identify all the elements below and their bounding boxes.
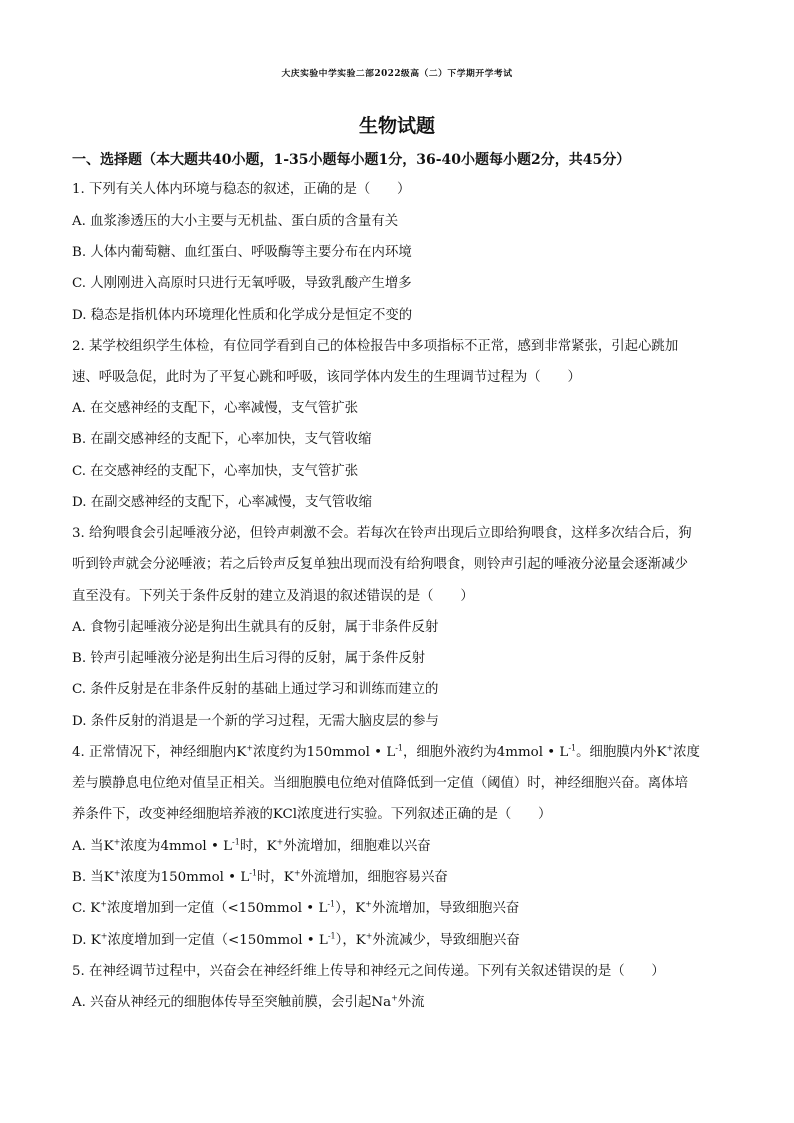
section-heading: 一、选择题（本大题共40小题，1-35小题每小题1分，36-40小题每小题2分，共45分） — [72, 152, 631, 168]
q2-option-d: D. 在副交感神经的支配下，心率减慢，支气管收缩 — [72, 495, 372, 510]
q1-option-a: A. 血浆渗透压的大小主要与无机盐、蛋白质的含量有关 — [72, 214, 399, 229]
q3-option-c: C. 条件反射是在非条件反射的基础上通过学习和训练而建立的 — [72, 682, 439, 697]
q1-stem: 1. 下列有关人体内环境与稳态的叙述，正确的是（ ） — [72, 182, 411, 197]
q3-stem-line2: 听到铃声就会分泌唾液；若之后铃声反复单独出现而没有给狗喂食，则铃声引起的唾液分泌量会逐渐减少 — [72, 557, 688, 572]
q4-stem-line3: 养条件下，改变神经细胞培养液的KCl浓度进行实验。下列叙述正确的是（ ） — [72, 807, 552, 822]
q4-stem-line2: 差与膜静息电位绝对值呈正相关。当细胞膜电位绝对值降低到一定值（阈值）时，神经细胞兴奋。离体培 — [72, 776, 688, 791]
q5-option-a: A. 兴奋从神经元的细胞体传导至突触前膜，会引起Na+外流 — [72, 993, 425, 1010]
q1-option-d: D. 稳态是指机体内环境理化性质和化学成分是恒定不变的 — [72, 308, 413, 323]
q2-stem-line1: 2. 某学校组织学生体检，有位同学看到自己的体检报告中多项指标不正常，感到非常紧张，引起心跳加 — [72, 339, 679, 354]
q3-stem-line1: 3. 给狗喂食会引起唾液分泌，但铃声刺激不会。若每次在铃声出现后立即给狗喂食，这样多次结合后，狗 — [72, 526, 692, 541]
exam-title: 大庆实验中学实验二部2022级高（二）下学期开学考试 — [281, 69, 513, 79]
q3-option-b: B. 铃声引起唾液分泌是狗出生后习得的反射，属于条件反射 — [72, 651, 426, 666]
q3-option-a: A. 食物引起唾液分泌是狗出生就具有的反射，属于非条件反射 — [72, 620, 439, 635]
q2-stem-line2: 速、呼吸急促，此时为了平复心跳和呼吸，该同学体内发生的生理调节过程为（ ） — [72, 370, 581, 385]
q1-option-b: B. 人体内葡萄糖、血红蛋白、呼吸酶等主要分布在内环境 — [72, 245, 412, 260]
q2-option-b: B. 在副交感神经的支配下，心率加快，支气管收缩 — [72, 432, 372, 447]
exam-subtitle: 生物试题 — [358, 115, 435, 137]
q4-option-b: B. 当K+浓度为150mmol • $L^{-1}$时，K+外流增加，细胞容易兴奋 — [72, 868, 448, 885]
q4-option-d: D. K+浓度增加到一定值（<150mmol • $L^{-1}$），K+外流减少，导致细胞兴奋 — [72, 931, 520, 948]
q4-option-c: C. K+浓度增加到一定值（<150mmol • $L^{-1}$），K+外流增加，导致细胞兴奋 — [72, 899, 520, 916]
q5-stem: 5. 在神经调节过程中，兴奋会在神经纤维上传导和神经元之间传递。下列有关叙述错误的是（ ） — [72, 964, 665, 979]
q3-option-d: D. 条件反射的消退是一个新的学习过程，无需大脑皮层的参与 — [72, 714, 439, 729]
q2-option-a: A. 在交感神经的支配下，心率减慢，支气管扩张 — [72, 401, 358, 416]
q3-stem-line3: 直至没有。下列关于条件反射的建立及消退的叙述错误的是（ ） — [72, 589, 474, 604]
q4-stem-line1: 4. 正常情况下，神经细胞内K+浓度约为150mmol • $L^{-1}$，细胞外液约为4mmol • $L^{-1}$。细胞膜内外K+浓度 — [72, 743, 700, 760]
q2-option-c: C. 在交感神经的支配下，心率加快，支气管扩张 — [72, 464, 359, 479]
q1-option-c: C. 人刚刚进入高原时只进行无氧呼吸，导致乳酸产生增多 — [72, 276, 412, 291]
q4-option-a: A. 当K+浓度为4mmol • $L^{-1}$时，K+外流增加，细胞难以兴奋 — [72, 837, 431, 854]
